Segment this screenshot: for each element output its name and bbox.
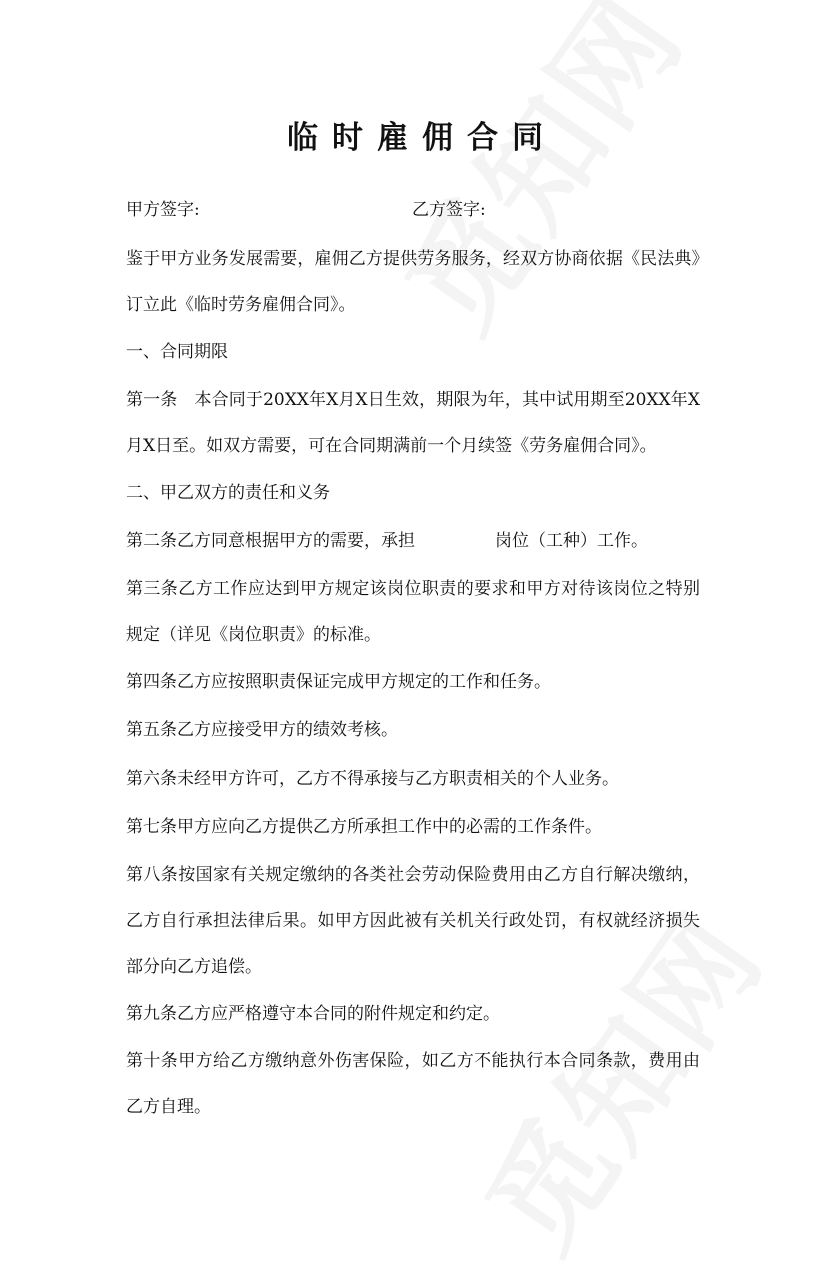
intro-paragraph: 鉴于甲方业务发展需要，雇佣乙方提供劳务服务，经双方协商依据《民法典》订立此《临时劳务雇佣合同》。 bbox=[126, 249, 700, 315]
article-10: 第十条甲方给乙方缴纳意外伤害保险，如乙方不能执行本合同条款，费用由乙方自理。 bbox=[126, 1051, 700, 1117]
article-2-text-after: 岗位（工种）工作。 bbox=[495, 531, 648, 551]
article-9: 第九条乙方应严格遵守本合同的附件规定和约定。 bbox=[126, 1003, 500, 1024]
article-5: 第五条乙方应接受甲方的绩效考核。 bbox=[126, 720, 398, 740]
article-8: 第八条按国家有关规定缴纳的各类社会劳动保险费用由乙方自行解决缴纳，乙方自行承担法律后果。如甲方因此被有关机关行政处罚，有权就经济损失部分向乙方追偿。 bbox=[126, 864, 700, 977]
section-heading-term: 一、合同期限 bbox=[126, 342, 228, 362]
signature-row bbox=[126, 195, 726, 219]
article-7: 第七条甲方应向乙方提供乙方所承担工作中的必需的工作条件。 bbox=[126, 817, 602, 837]
document-title: 临时雇佣合同 bbox=[287, 120, 557, 156]
article-4: 第四条乙方应按照职责保证完成甲方规定的工作和任务。 bbox=[126, 671, 551, 692]
party-a-signature-label: 甲方签字: bbox=[126, 200, 200, 220]
party-b-signature-label: 乙方签字: bbox=[412, 200, 486, 220]
article-6: 第六条未经甲方许可，乙方不得承接与乙方职责相关的个人业务。 bbox=[126, 768, 619, 789]
section-heading-duties: 二、甲乙双方的责任和义务 bbox=[126, 482, 330, 503]
article-2 bbox=[126, 517, 700, 566]
article-1: 第一条 本合同于20XX年X月X日生效，期限为年，其中试用期至20XX年X月X日至。如双方需要，可在合同期满前一个月续签《劳务雇佣合同》。 bbox=[126, 389, 700, 456]
article-3: 第三条乙方工作应达到甲方规定该岗位职责的要求和甲方对待该岗位之特别规定（详见《岗位职责》的标准。 bbox=[126, 578, 700, 645]
article-2-text-before: 第二条乙方同意根据甲方的需要，承担 bbox=[126, 531, 415, 551]
document-body bbox=[126, 236, 700, 1130]
